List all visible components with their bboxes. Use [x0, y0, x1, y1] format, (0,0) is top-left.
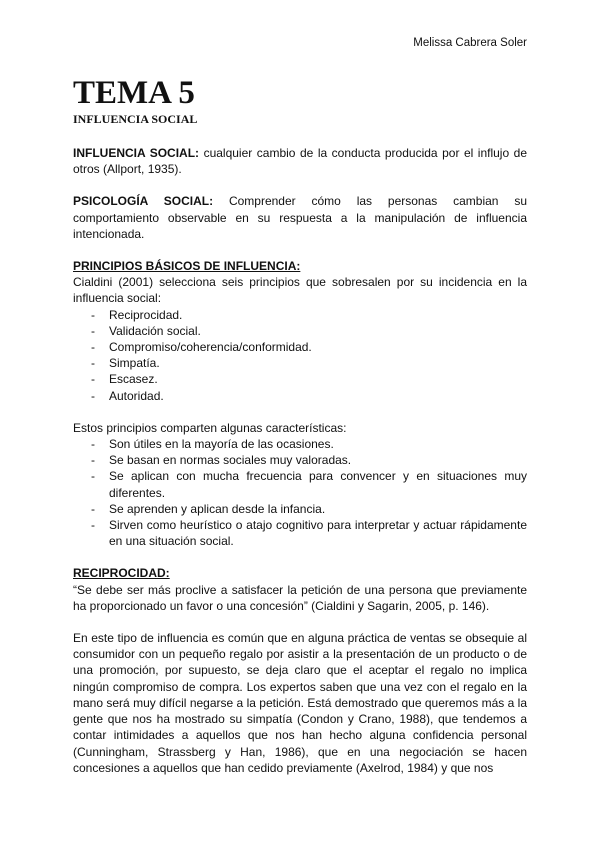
list-item: - Se aprenden y aplican desde la infancia.: [91, 501, 326, 516]
list-item: - Autoridad.: [91, 388, 164, 403]
characteristics-list: [73, 436, 527, 549]
definition-text: cualquier cambio de la conducta producida por el influjo de otros (Allport, 1935).: [73, 146, 527, 177]
list-item: - Se aplican con mucha frecuencia para convencer y en situaciones muy diferentes.: [91, 469, 527, 500]
reciprocidad-paragraph: En este tipo de influencia es común que en alguna práctica de ventas se obsequie al consumidor con un pequeño regalo por asistir a la presentación de un producto o de una promoción, por supuesto, se deja claro que el aceptar el regalo no implica ningún compromiso de compra. Los expertos saben que una vez con el regalo en la mano será muy difícil negarse a la petición. Está demostrado que queremos más a la gente que nos ha mostrado su simpatía (Condon y Crano, 1988), que tendemos a contar intimidades a aquellos que nos han hecho alguna confidencia personal (Cunningham, Strassberg y Han, 1986), que en una negociación se hacen concesiones a aquellos que han cedido previamente (Axelrod, 1984) y que nos: [73, 631, 527, 775]
principios-list: [73, 307, 527, 404]
definition-psicologia-social: [73, 193, 527, 242]
list-item: - Son útiles en la mayoría de las ocasiones.: [91, 437, 334, 452]
list-item: - Reciprocidad.: [91, 307, 183, 322]
list-item: - Compromiso/coherencia/conformidad.: [91, 340, 312, 355]
principios-intro: Cialdini (2001) selecciona seis principios que sobresalen por su incidencia en la influencia social:: [73, 275, 527, 306]
list-item: - Se basan en normas sociales muy valoradas.: [91, 453, 352, 468]
definition-text: Comprender cómo las personas cambian su comportamiento observable en su respuesta a la manipulación de influencia intencionada.: [73, 194, 528, 241]
header-author: Melissa Cabrera Soler: [413, 37, 527, 49]
definition-term: PSICOLOGÍA SOCIAL:: [73, 194, 214, 209]
document-body: [73, 74, 527, 776]
list-item: - Escasez.: [91, 372, 158, 387]
definition-term: INFLUENCIA SOCIAL:: [73, 146, 200, 160]
reciprocidad-quote: “Se debe ser más proclive a satisfacer la petición de una persona que previamente ha proporcionado un favor o una concesión” (Cialdini y Sagarin, 2005, p. 146).: [73, 582, 527, 613]
section-heading-principios: PRINCIPIOS BÁSICOS DE INFLUENCIA:: [73, 259, 301, 274]
list-item: - Simpatía.: [91, 356, 160, 371]
list-item: - Validación social.: [91, 323, 201, 338]
list-item: - Sirven como heurístico o atajo cognitivo para interpretar y actuar rápidamente en una situación social.: [91, 518, 527, 549]
characteristics-intro: Estos principios comparten algunas características:: [73, 420, 347, 435]
page-subtitle: INFLUENCIA SOCIAL: [73, 112, 198, 126]
page-title: TEMA 5: [73, 75, 195, 111]
definition-influencia-social: [73, 145, 527, 177]
section-heading-reciprocidad: RECIPROCIDAD:: [73, 566, 170, 581]
